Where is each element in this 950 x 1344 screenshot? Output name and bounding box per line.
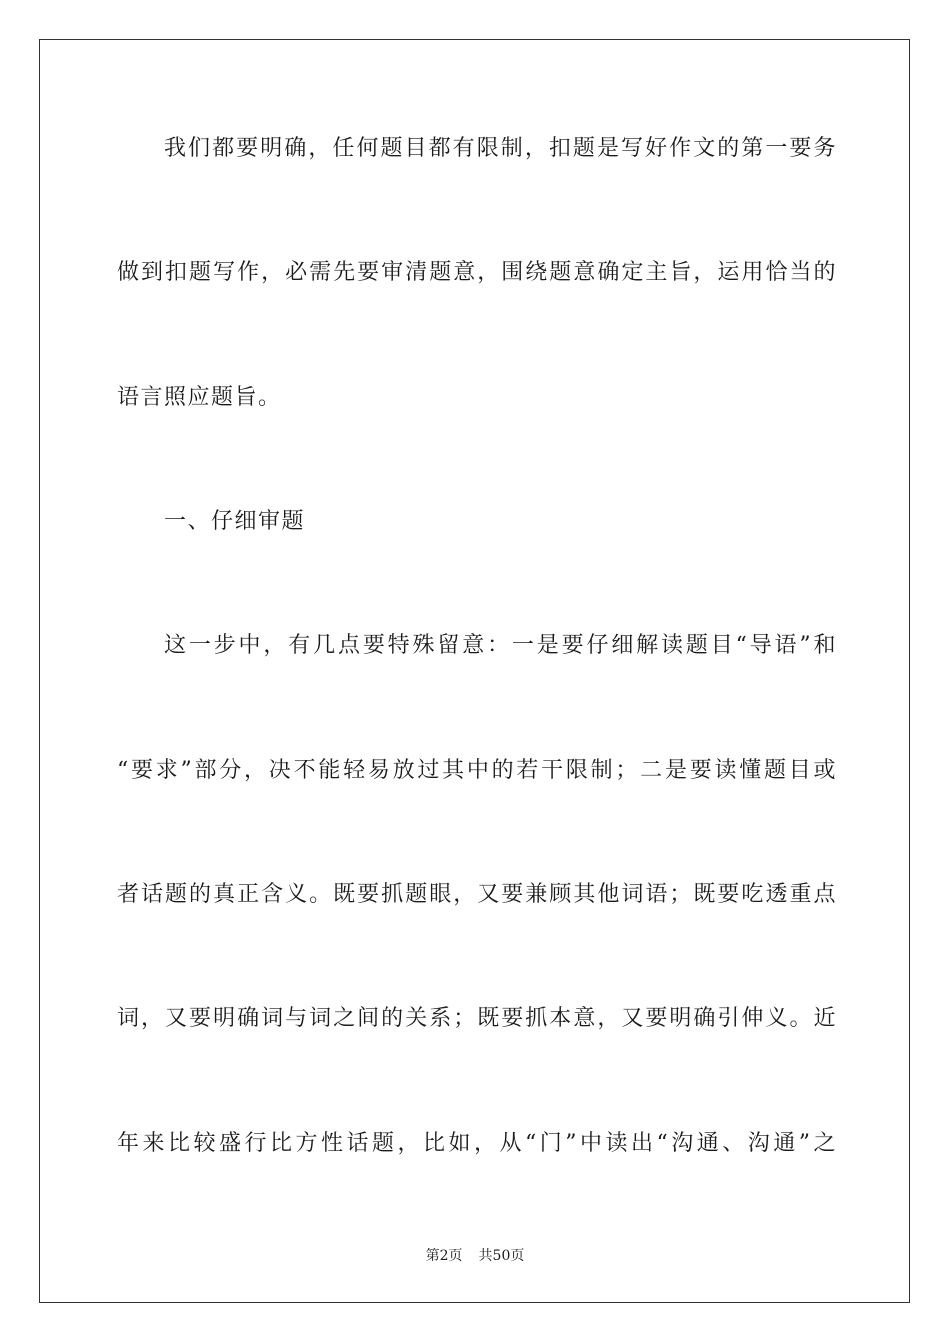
- page-total: 共50页: [478, 1248, 525, 1264]
- body-text-line: 者话题的真正含义。既要抓题眼，又要兼顾其他词语；既要吃透重点: [117, 882, 837, 907]
- page-footer: [0, 1247, 950, 1265]
- page-number: 第2页: [425, 1248, 463, 1264]
- section-heading: 一、仔细审题: [164, 509, 306, 534]
- page-frame: [39, 39, 910, 1303]
- body-text-line: 语言照应题旨。: [117, 385, 282, 410]
- body-text-line: 这一步中，有几点要特殊留意：一是要仔细解读题目“导语”和: [164, 633, 837, 658]
- body-text-line: 我们都要明确，任何题目都有限制，扣题是写好作文的第一要务: [164, 136, 837, 161]
- body-text-line: 做到扣题写作，必需先要审清题意，围绕题意确定主旨，运用恰当的: [117, 260, 837, 285]
- body-text-line: 词，又要明确词与词之间的关系；既要抓本意，又要明确引伸义。近: [117, 1006, 837, 1031]
- body-text-line: “要求”部分，决不能轻易放过其中的若干限制；二是要读懂题目或: [117, 758, 837, 783]
- body-text-line: 年来比较盛行比方性话题，比如，从“门”中读出“沟通、沟通”之: [117, 1131, 837, 1156]
